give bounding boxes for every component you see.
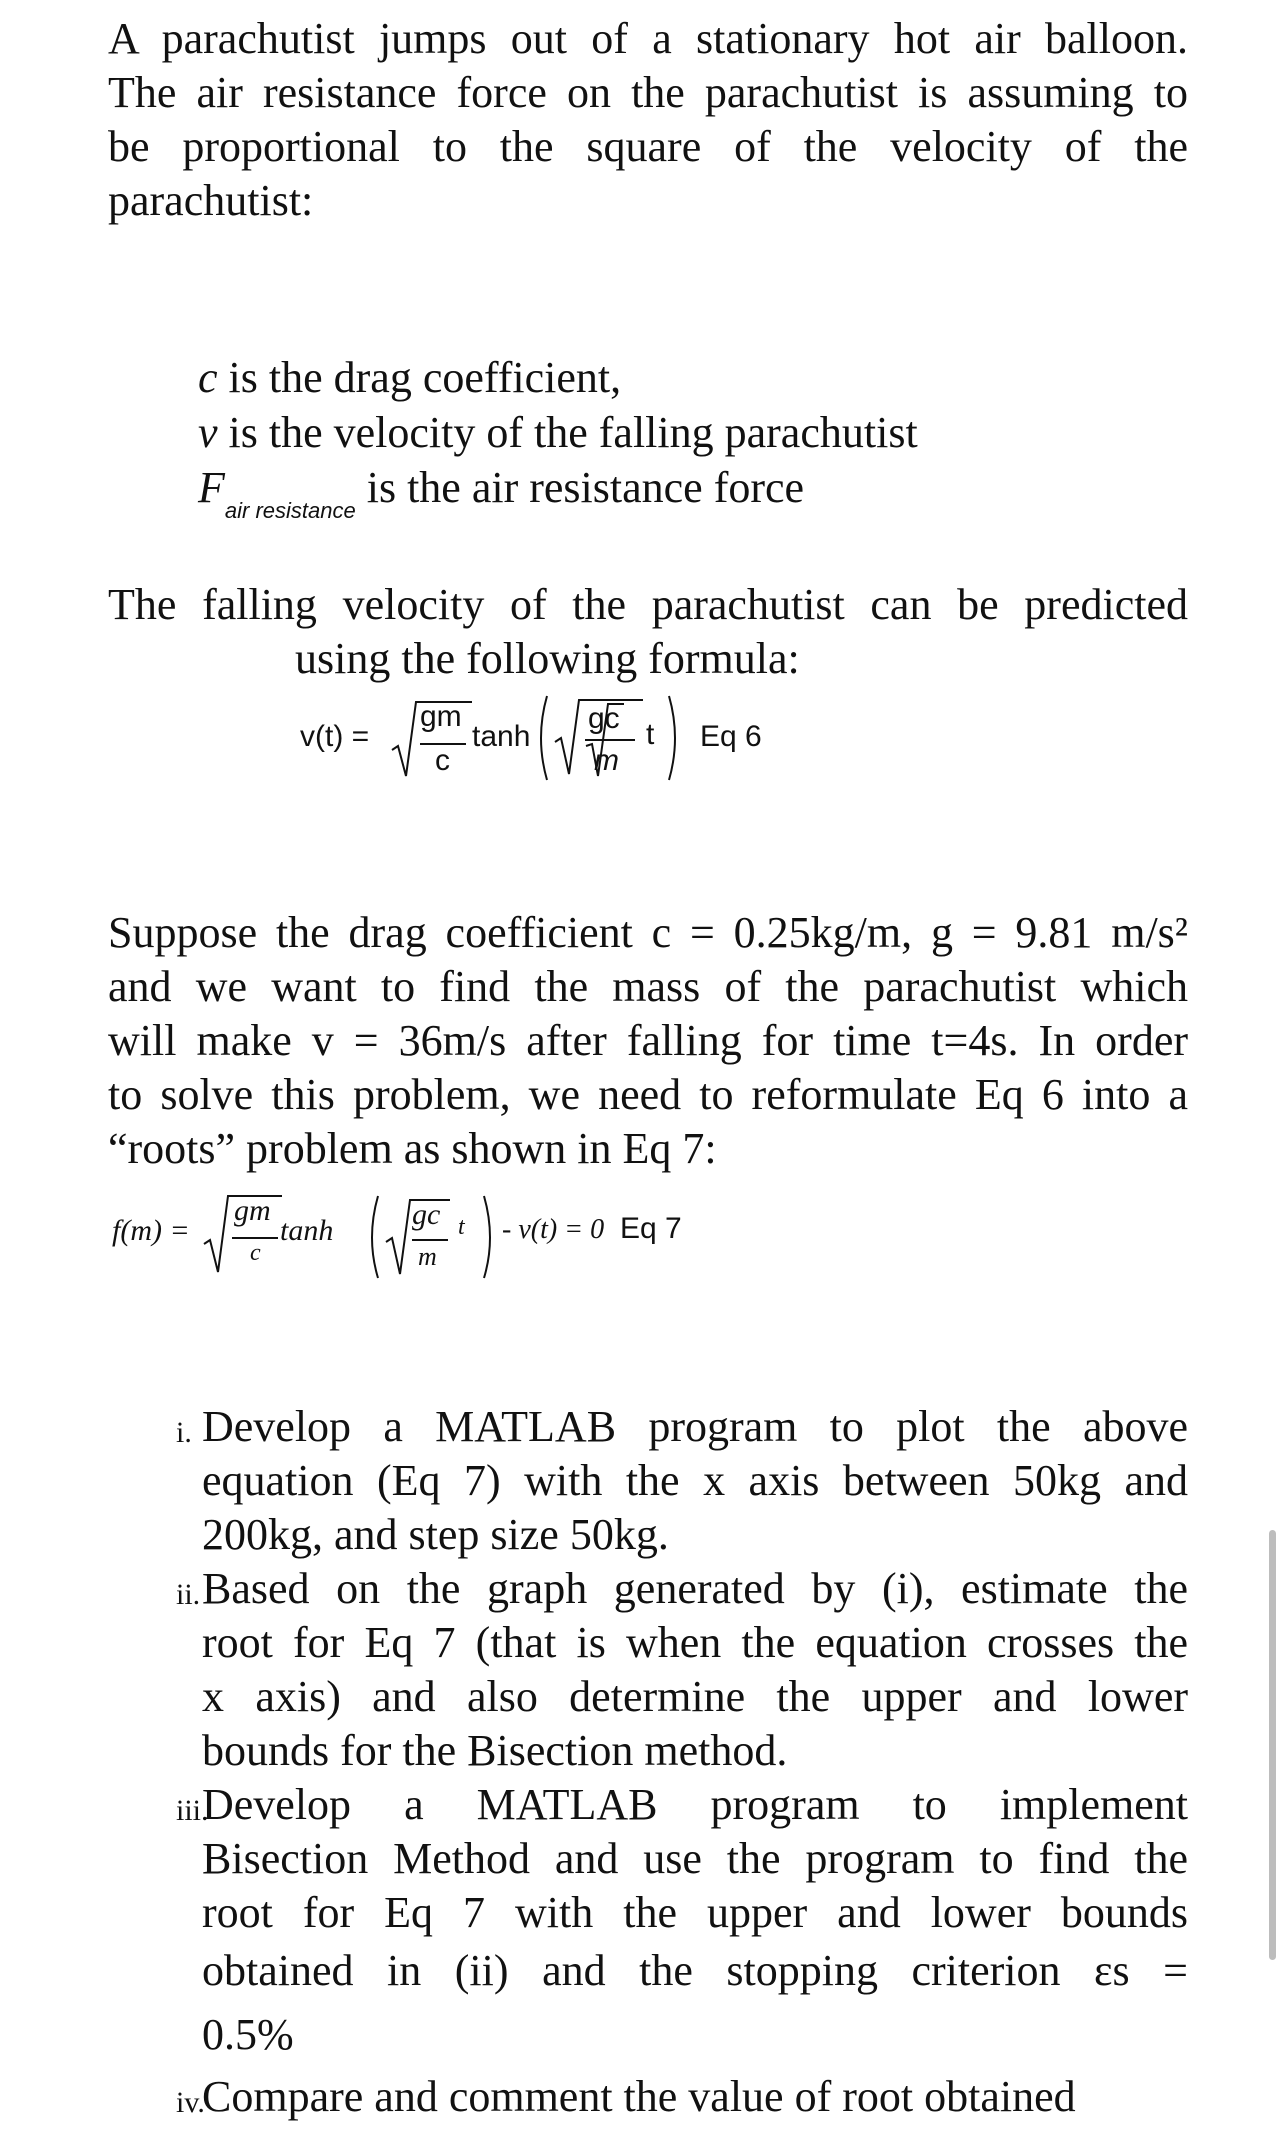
task-line: equation (Eq 7) with the x axis between 50kg and [202, 1456, 1188, 1505]
problem-line: “roots” problem as shown in Eq 7: [108, 1124, 717, 1173]
problem-line: Suppose the drag coefficient c = 0.25kg/m, g = 9.81 m/s² [108, 908, 1188, 957]
eq7-function: tanh [280, 1214, 334, 1247]
eq7-label: Eq 7 [620, 1212, 682, 1245]
intro-line: parachutist: [108, 176, 314, 225]
eq7-denominator-2: m [418, 1242, 437, 1271]
task-line: Bisection Method and use the program to find the [202, 1834, 1188, 1883]
definitions-list [198, 350, 918, 522]
formula-intro [108, 578, 1188, 632]
eq7-variable: t [458, 1214, 465, 1240]
task-line: x axis) and also determine the upper and lower [202, 1672, 1188, 1721]
task-item [178, 2070, 1188, 2124]
definition-v [198, 405, 918, 460]
task-item [178, 1400, 1188, 1562]
symbol-c: c [198, 353, 218, 402]
task-line: root for Eq 7 (that is when the equation crosses the [202, 1618, 1188, 1667]
definition-c-text: is the drag coefficient, [217, 353, 622, 402]
problem-line: to solve this problem, we need to reformulate Eq 6 into a [108, 1070, 1188, 1119]
eq6-denominator-1: c [435, 744, 450, 777]
task-number: i. [176, 1416, 192, 1449]
eq6-function: tanh [472, 720, 531, 753]
task-number: iv. [176, 2086, 205, 2119]
task-line: Compare and comment the value of root obtained [202, 2072, 1076, 2121]
task-line: Develop a MATLAB program to plot the above [202, 1402, 1188, 1451]
symbol-f-subscript: air resistance [224, 498, 356, 523]
task-item [178, 1778, 1188, 2062]
symbol-f: F [198, 463, 225, 512]
task-list [178, 1400, 1188, 2124]
definition-f [198, 460, 918, 522]
eq7-lhs: f(m) = [112, 1214, 190, 1247]
task-line: bounds for the Bisection method. [202, 1726, 788, 1775]
eq6-lhs: v(t) = [300, 720, 370, 753]
task-line: root for Eq 7 with the upper and lower bounds [202, 1888, 1188, 1937]
eq6-numerator-2: gc [588, 702, 620, 735]
intro-line: A parachutist jumps out of a stationary hot air balloon. [108, 14, 1188, 63]
formula-intro-line2: using the following formula: [295, 634, 800, 683]
task-line: 200kg, and step size 50kg. [202, 1510, 669, 1559]
task-number: iii. [176, 1794, 209, 1827]
definition-v-text: is the velocity of the falling parachutist [217, 408, 918, 457]
intro-line: be proportional to the square of the velocity of the [108, 122, 1188, 171]
task-line: obtained in (ii) and the stopping criterion εs = [202, 1946, 1188, 1995]
eq7-numerator-1: gm [234, 1194, 271, 1227]
eq7-denominator-1: c [250, 1240, 261, 1266]
task-line: Develop a MATLAB program to implement [202, 1780, 1188, 1829]
eq6-denominator-2: m [594, 744, 619, 777]
intro-line: The air resistance force on the parachutist is assuming to [108, 68, 1188, 117]
eq6-label: Eq 6 [700, 720, 762, 753]
task-line: 0.5% [202, 2010, 294, 2059]
task-number: ii. [176, 1578, 201, 1611]
definition-c [198, 350, 918, 405]
equation-6 [300, 690, 820, 790]
problem-paragraph [108, 906, 1188, 1176]
eq7-rhs: - v(t) = 0 [502, 1214, 605, 1245]
vertical-scrollbar[interactable] [1269, 1530, 1276, 1960]
eq6-variable: t [646, 718, 655, 751]
definition-f-text: is the air resistance force [366, 463, 805, 512]
equation-7 [112, 1188, 732, 1288]
eq7-numerator-2: gc [412, 1198, 441, 1231]
symbol-v: v [198, 408, 218, 457]
task-item [178, 1562, 1188, 1778]
task-line: Based on the graph generated by (i), estimate the [202, 1564, 1188, 1613]
formula-intro-line1: The falling velocity of the parachutist can be predicted [108, 580, 1188, 629]
intro-paragraph [108, 12, 1188, 228]
problem-line: and we want to find the mass of the parachutist which [108, 962, 1188, 1011]
problem-line: will make v = 36m/s after falling for time t=4s. In order [108, 1016, 1188, 1065]
eq6-numerator-1: gm [420, 700, 462, 733]
